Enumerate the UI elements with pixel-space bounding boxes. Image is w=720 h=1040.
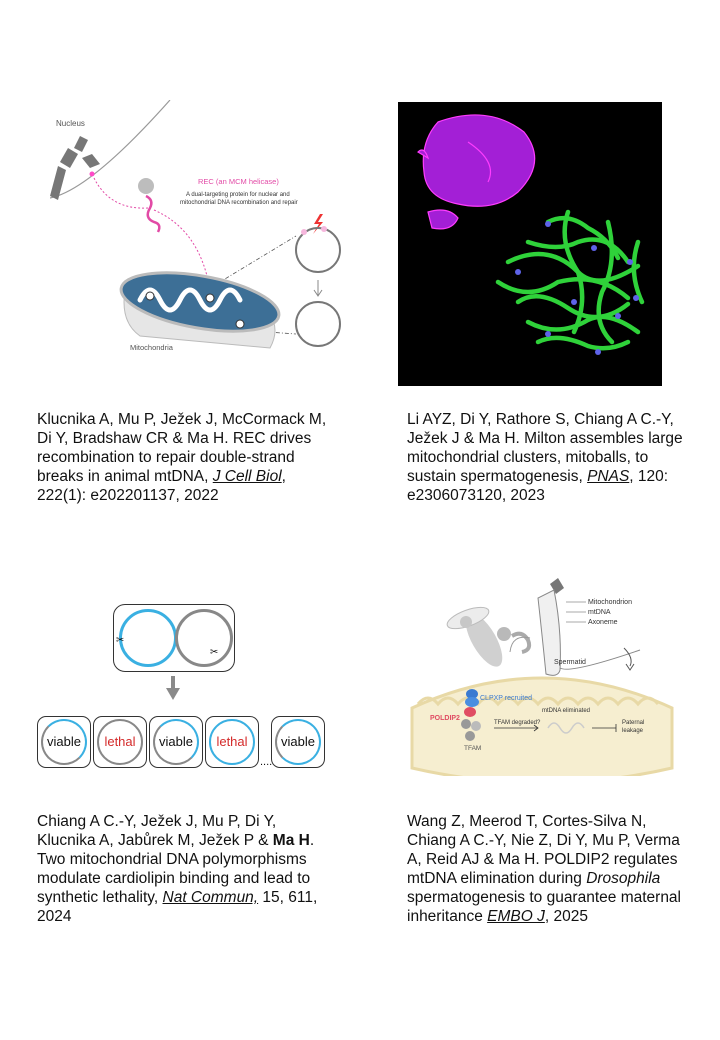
offspring-cell [37, 716, 91, 768]
cell-label: lethal [216, 734, 248, 749]
offspring-cell [205, 716, 259, 768]
mitoball-micrograph [398, 102, 662, 386]
paper-caption-milton [407, 410, 697, 505]
grey-mtdna-ring [175, 609, 233, 667]
paper-caption-rec [37, 410, 337, 505]
cell-label: viable [159, 734, 193, 749]
rec-diagram-figure [50, 100, 350, 370]
paper-title: REC drives recombination to repair double-strand breaks in animal mtDNA, [37, 430, 312, 485]
scissors-icon: ✂ [210, 647, 219, 658]
paper-caption-poldip2 [407, 812, 697, 926]
paper-title: . Two mitochondrial DNA polymorphisms modulate cardiolipin binding and lead to synthetic lethality, [37, 832, 315, 906]
label-spermatid: Spermatid [554, 659, 586, 666]
journal-link[interactable]: Nat Commun, [162, 889, 259, 906]
scissors-icon: ✂ [116, 635, 125, 646]
label-poldip2: POLDIP2 [430, 715, 460, 722]
label-tfam: TFAM [464, 745, 482, 752]
label-mitochondrion: Mitochondrion [588, 599, 632, 606]
paper-authors: Li AYZ, Di Y, Rathore S, Chiang A C.-Y, Ježek J & Ma H. [407, 411, 674, 447]
paper-authors: Wang Z, Meerod T, Cortes-Silva N, Chiang A C.-Y, Nie Z, Di Y, Mu P, Verma A, Reid AJ & Ma H. [407, 813, 680, 868]
paper-caption-polymorphisms [37, 812, 337, 926]
offspring-cell [93, 716, 147, 768]
mitochondria-label: Mitochondria [130, 343, 173, 352]
label-mtdna: mtDNA [588, 609, 611, 616]
paper-authors: Klucnika A, Mu P, Ježek J, McCormack M, Di Y, Bradshaw CR & Ma H. [37, 411, 327, 447]
protein-description-line2: mitochondrial DNA recombination and repair [180, 200, 298, 206]
offspring-cell [271, 716, 325, 768]
poldip2-diagram-figure [408, 578, 678, 776]
label-paternal: Paternal [622, 720, 645, 726]
offspring-cell [149, 716, 203, 768]
paper-citation: 15, 611, 2024 [37, 889, 318, 925]
nucleus-label: Nucleus [56, 119, 85, 128]
parent-cell [113, 604, 235, 672]
paper-citation: , 120: e2306073120, 2023 [407, 468, 669, 504]
paper-title-italic: Drosophila [586, 870, 661, 887]
cell-label: viable [281, 734, 315, 749]
blue-mtdna-ring [119, 609, 177, 667]
label-clpxp: CLPXP recruited [480, 695, 533, 702]
paper-title: POLDIP2 regulates mtDNA elimination during [407, 851, 678, 887]
label-axoneme: Axoneme [588, 619, 618, 626]
protein-label: REC (an MCM helicase) [198, 177, 279, 186]
ellipsis: .... [260, 756, 273, 768]
paper-citation: , 2025 [544, 908, 588, 925]
label-leakage: leakage [622, 728, 644, 734]
label-tfam-degraded: TFAM degraded? [494, 720, 541, 726]
cell-label: lethal [104, 734, 136, 749]
paper-title-cont: spermatogenesis to guarantee maternal inheritance [407, 889, 681, 925]
journal-link[interactable]: PNAS [587, 468, 630, 485]
journal-link[interactable]: J Cell Biol [212, 468, 282, 485]
protein-description-line1: A dual-targeting protein for nuclear and [186, 192, 290, 198]
paper-citation: , 222(1): e202201137, 2022 [37, 468, 286, 504]
paper-authors: Chiang A C.-Y, Ježek J, Mu P, Di Y, Klucnika A, Jabůrek M, Ježek P & [37, 813, 277, 849]
down-arrow-icon [168, 676, 178, 700]
paper-title: Milton assembles large mitochondrial clusters, mitoballs, to sustain spermatogenesis, [407, 430, 683, 485]
cell-label: viable [47, 734, 81, 749]
journal-link[interactable]: EMBO J [487, 908, 545, 925]
paper-author-highlight: Ma H [272, 832, 310, 849]
label-mtdna-eliminated: mtDNA eliminated [542, 708, 591, 714]
